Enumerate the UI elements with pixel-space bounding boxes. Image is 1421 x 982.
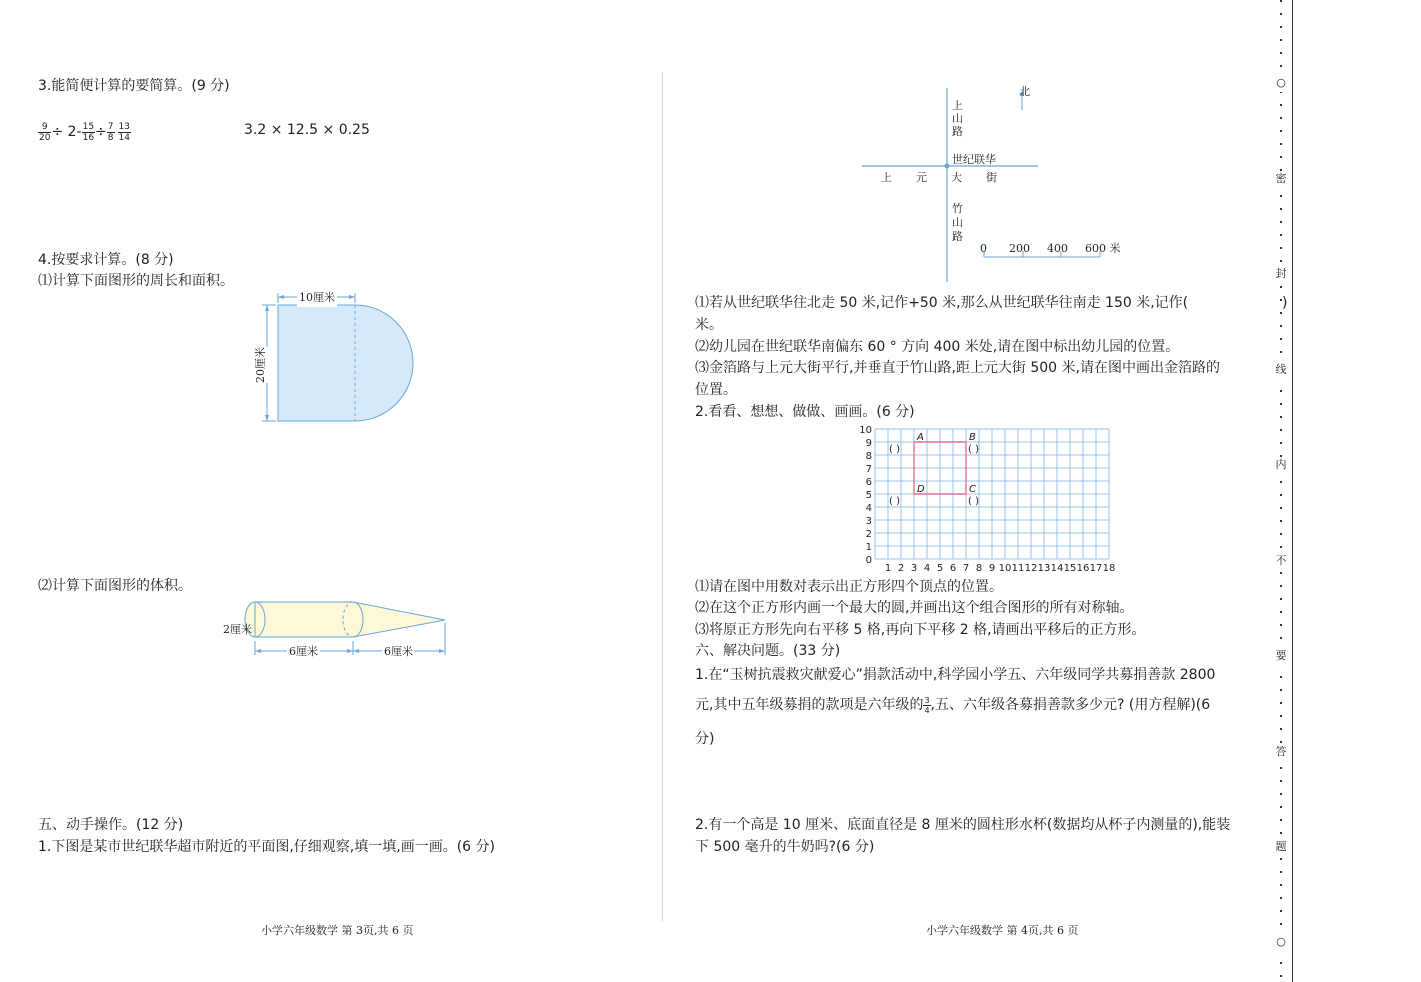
binding-char: 答 xyxy=(1274,745,1288,761)
x-tick-label: 7 xyxy=(962,563,970,574)
binding-dot xyxy=(1280,429,1282,431)
binding-dot xyxy=(1280,871,1282,873)
binding-dot xyxy=(1280,585,1282,587)
y-tick-label: 2 xyxy=(865,529,872,540)
scale-label: 0 xyxy=(980,242,987,255)
vertex-blank: ( ) xyxy=(968,444,979,455)
fig2-length2-label: 6厘米 xyxy=(382,643,415,661)
y-tick-label: 1 xyxy=(865,542,872,553)
section6-q2-line1: 2.有一个高是 10 厘米、底面直径是 8 厘米的圆柱形水杯(数据均从杯子内测量的),能装 xyxy=(695,817,1231,833)
road-label: 路 xyxy=(952,230,963,243)
x-tick-label: 17 xyxy=(1089,563,1103,574)
binding-dot xyxy=(1280,260,1282,262)
rect-semicircle-figure xyxy=(255,288,425,428)
binding-char: 密 xyxy=(1274,172,1288,188)
fraction: $\frac{3}{4}$ xyxy=(924,695,930,715)
q3-expression-1: $\frac{9}{20}$ ÷ 2- $\frac{15}{16}$ ÷ $\frac{7}{8}$ $\frac{13}{14}$ xyxy=(39,121,130,143)
street-label: 上 xyxy=(881,171,892,184)
binding-char: ○ xyxy=(1274,76,1288,92)
binding-dot xyxy=(1280,637,1282,639)
fig2-diameter-label: 2厘米 xyxy=(223,623,252,636)
vertex-label: B xyxy=(969,432,976,443)
y-tick-label: 0 xyxy=(865,555,872,566)
q1-c-line1: ⑶金箔路与上元大街平行,并垂直于竹山路,距上元大街 500 米,请在图中画出金箔路的 xyxy=(695,360,1220,376)
vertex-blank: ( ) xyxy=(889,496,900,507)
binding-dot xyxy=(1280,403,1282,405)
street-label: 街 xyxy=(986,171,997,184)
binding-dot xyxy=(1280,793,1282,795)
x-tick-label: 3 xyxy=(910,563,918,574)
binding-dot xyxy=(1280,234,1282,236)
section6-q1-line2: 元,其中五年级募捐的款项是六年级的 $\frac{3}{4}$ ,五、六年级各募捐善款多少元? (用方程解)(6 xyxy=(695,695,1211,715)
binding-dot xyxy=(1280,247,1282,249)
binding-char: 封 xyxy=(1274,267,1288,283)
binding-dot xyxy=(1280,325,1282,327)
binding-dot xyxy=(1280,910,1282,912)
fraction: $\frac{9}{20}$ xyxy=(39,121,51,143)
binding-dot xyxy=(1280,104,1282,106)
cylinder-cone-figure xyxy=(235,595,455,663)
footer-left: 小学六年级数学 第 3页,共 6 页 xyxy=(261,924,414,937)
x-tick-label: 8 xyxy=(975,563,983,574)
binding-dot xyxy=(1280,195,1282,197)
footer-right: 小学六年级数学 第 4页,共 6 页 xyxy=(926,924,1079,937)
x-tick-label: 14 xyxy=(1050,563,1064,574)
q3-expression-2: 3.2 × 12.5 × 0.25 xyxy=(244,122,370,138)
binding-dot xyxy=(1280,299,1282,301)
binding-dot xyxy=(1280,741,1282,743)
fig1-top-label: 10厘米 xyxy=(297,289,337,307)
binding-dot xyxy=(1280,702,1282,704)
q1-b: ⑵幼儿园在世纪联华南偏东 60 ° 方向 400 米处,请在图中标出幼儿园的位置。 xyxy=(695,339,1180,355)
x-tick-label: 12 xyxy=(1024,563,1038,574)
binding-char: 内 xyxy=(1274,458,1288,474)
fraction: $\frac{7}{8}$ xyxy=(107,121,114,143)
binding-dot xyxy=(1280,130,1282,132)
binding-dot xyxy=(1280,338,1282,340)
x-tick-label: 1 xyxy=(884,563,892,574)
binding-char: ○ xyxy=(1274,935,1288,951)
q1-c-line2: 位置。 xyxy=(695,382,737,398)
street-label: 大 xyxy=(951,171,962,184)
binding-dot xyxy=(1280,611,1282,613)
binding-dot xyxy=(1280,312,1282,314)
binding-dot xyxy=(1280,598,1282,600)
y-tick-label: 5 xyxy=(865,490,872,501)
q2-a: ⑴请在图中用数对表示出正方形四个顶点的位置。 xyxy=(695,579,1003,595)
scale-label: 200 xyxy=(1009,242,1030,255)
binding-dot xyxy=(1280,975,1282,977)
coordinate-grid xyxy=(856,424,1128,576)
road-label: 路 xyxy=(952,125,963,138)
binding-dot xyxy=(1280,286,1282,288)
fig1-side-label: 20厘米 xyxy=(252,347,270,383)
binding-dot xyxy=(1280,221,1282,223)
binding-dot xyxy=(1280,52,1282,54)
binding-dot xyxy=(1280,520,1282,522)
q2-b: ⑵在这个正方形内画一个最大的圆,并画出这个组合图形的所有对称轴。 xyxy=(695,600,1134,616)
binding-dot xyxy=(1280,117,1282,119)
y-tick-label: 4 xyxy=(865,503,872,514)
binding-dot xyxy=(1280,767,1282,769)
x-tick-label: 2 xyxy=(897,563,905,574)
binding-dot xyxy=(1280,455,1282,457)
binding-dot xyxy=(1280,624,1282,626)
x-tick-label: 6 xyxy=(949,563,957,574)
scale-label: 600 米 xyxy=(1085,242,1121,255)
x-tick-label: 4 xyxy=(923,563,931,574)
x-tick-label: 13 xyxy=(1037,563,1051,574)
section6-q1-line3: 分) xyxy=(695,731,715,747)
binding-char: 不 xyxy=(1274,554,1288,570)
binding-dot xyxy=(1280,507,1282,509)
binding-dot xyxy=(1280,676,1282,678)
binding-dot xyxy=(1280,806,1282,808)
section6-q1-line1: 1.在“玉树抗震救灾献爱心”捐款活动中,科学园小学五、六年级同学共募捐善款 2800 xyxy=(695,667,1216,683)
section6-title: 六、解决问题。(33 分) xyxy=(695,643,841,659)
q1-a-line2: 米。 xyxy=(695,317,723,333)
binding-char: 要 xyxy=(1274,649,1288,665)
binding-dot xyxy=(1280,572,1282,574)
binding-dot xyxy=(1280,546,1282,548)
y-tick-label: 6 xyxy=(865,477,872,488)
binding-dot xyxy=(1280,0,1282,2)
x-tick-label: 15 xyxy=(1063,563,1077,574)
binding-line xyxy=(1292,0,1293,982)
vertex-label: D xyxy=(917,484,925,495)
q3-title: 3.能简便计算的要简算。(9 分) xyxy=(38,78,230,94)
x-tick-label: 9 xyxy=(988,563,996,574)
binding-dot xyxy=(1280,442,1282,444)
binding-dot xyxy=(1280,13,1282,15)
binding-dot xyxy=(1280,858,1282,860)
binding-dot xyxy=(1280,26,1282,28)
binding-dot xyxy=(1280,208,1282,210)
binding-dot xyxy=(1280,156,1282,158)
x-tick-label: 11 xyxy=(1011,563,1025,574)
binding-dot xyxy=(1280,923,1282,925)
road-label: 竹 xyxy=(952,202,963,215)
binding-dot xyxy=(1280,962,1282,964)
binding-dot xyxy=(1280,481,1282,483)
y-tick-label: 8 xyxy=(865,451,872,462)
q1-a-line1: ⑴若从世纪联华往北走 50 米,记作+50 米,那么从世纪联华往南走 150 米,记作( xyxy=(695,295,1189,311)
x-tick-label: 18 xyxy=(1102,563,1116,574)
x-tick-label: 16 xyxy=(1076,563,1090,574)
binding-dot xyxy=(1280,39,1282,41)
binding-dot xyxy=(1280,689,1282,691)
binding-dot xyxy=(1280,832,1282,834)
x-tick-label: 5 xyxy=(936,563,944,574)
vertex-blank: ( ) xyxy=(889,444,900,455)
q4-sub2: ⑵计算下面图形的体积。 xyxy=(38,578,192,594)
binding-dot xyxy=(1280,728,1282,730)
q4-sub1: ⑴计算下面图形的周长和面积。 xyxy=(38,273,234,289)
binding-char: 题 xyxy=(1274,840,1288,856)
north-label: 北 xyxy=(1019,85,1030,98)
road-label: 山 xyxy=(952,216,963,229)
binding-dot xyxy=(1280,351,1282,353)
y-tick-label: 10 xyxy=(859,425,872,436)
q1-a-close: ) xyxy=(1282,295,1288,311)
binding-dot xyxy=(1280,715,1282,717)
fraction: $\frac{13}{14}$ xyxy=(118,121,130,143)
road-label: 山 xyxy=(952,112,963,125)
y-tick-label: 9 xyxy=(865,438,872,449)
binding-dot xyxy=(1280,65,1282,67)
vertex-label: C xyxy=(969,484,976,495)
binding-dot xyxy=(1280,780,1282,782)
binding-dot xyxy=(1280,897,1282,899)
binding-dot xyxy=(1280,884,1282,886)
section5-q1: 1.下图是某市世纪联华超市附近的平面图,仔细观察,填一填,画一画。(6 分) xyxy=(38,839,495,855)
x-tick-label: 10 xyxy=(998,563,1012,574)
binding-dot xyxy=(1280,416,1282,418)
q4-title: 4.按要求计算。(8 分) xyxy=(38,252,174,268)
street-label: 元 xyxy=(916,171,927,184)
binding-dot xyxy=(1280,819,1282,821)
binding-dot xyxy=(1280,533,1282,535)
fig2-length1-label: 6厘米 xyxy=(287,643,320,661)
binding-dot xyxy=(1280,143,1282,145)
section6-q2-line2: 下 500 毫升的牛奶吗?(6 分) xyxy=(695,839,875,855)
binding-dot xyxy=(1280,494,1282,496)
center-label: 世纪联华 xyxy=(952,153,996,166)
fraction: $\frac{15}{16}$ xyxy=(82,121,95,143)
binding-dot xyxy=(1280,390,1282,392)
vertex-label: A xyxy=(917,432,924,443)
q2-c: ⑶将原正方形先向右平移 5 格,再向下平移 2 格,请画出平移后的正方形。 xyxy=(695,622,1146,638)
vertex-blank: ( ) xyxy=(968,496,979,507)
road-label: 上 xyxy=(952,99,963,112)
binding-margin xyxy=(1276,0,1288,982)
section5-title: 五、动手操作。(12 分) xyxy=(38,817,184,833)
q2-title: 2.看看、想想、做做、画画。(6 分) xyxy=(695,404,915,420)
scale-label: 400 xyxy=(1047,242,1068,255)
binding-char: 线 xyxy=(1274,363,1288,379)
y-tick-label: 7 xyxy=(865,464,872,475)
y-tick-label: 3 xyxy=(865,516,872,527)
page-divider xyxy=(662,72,663,922)
